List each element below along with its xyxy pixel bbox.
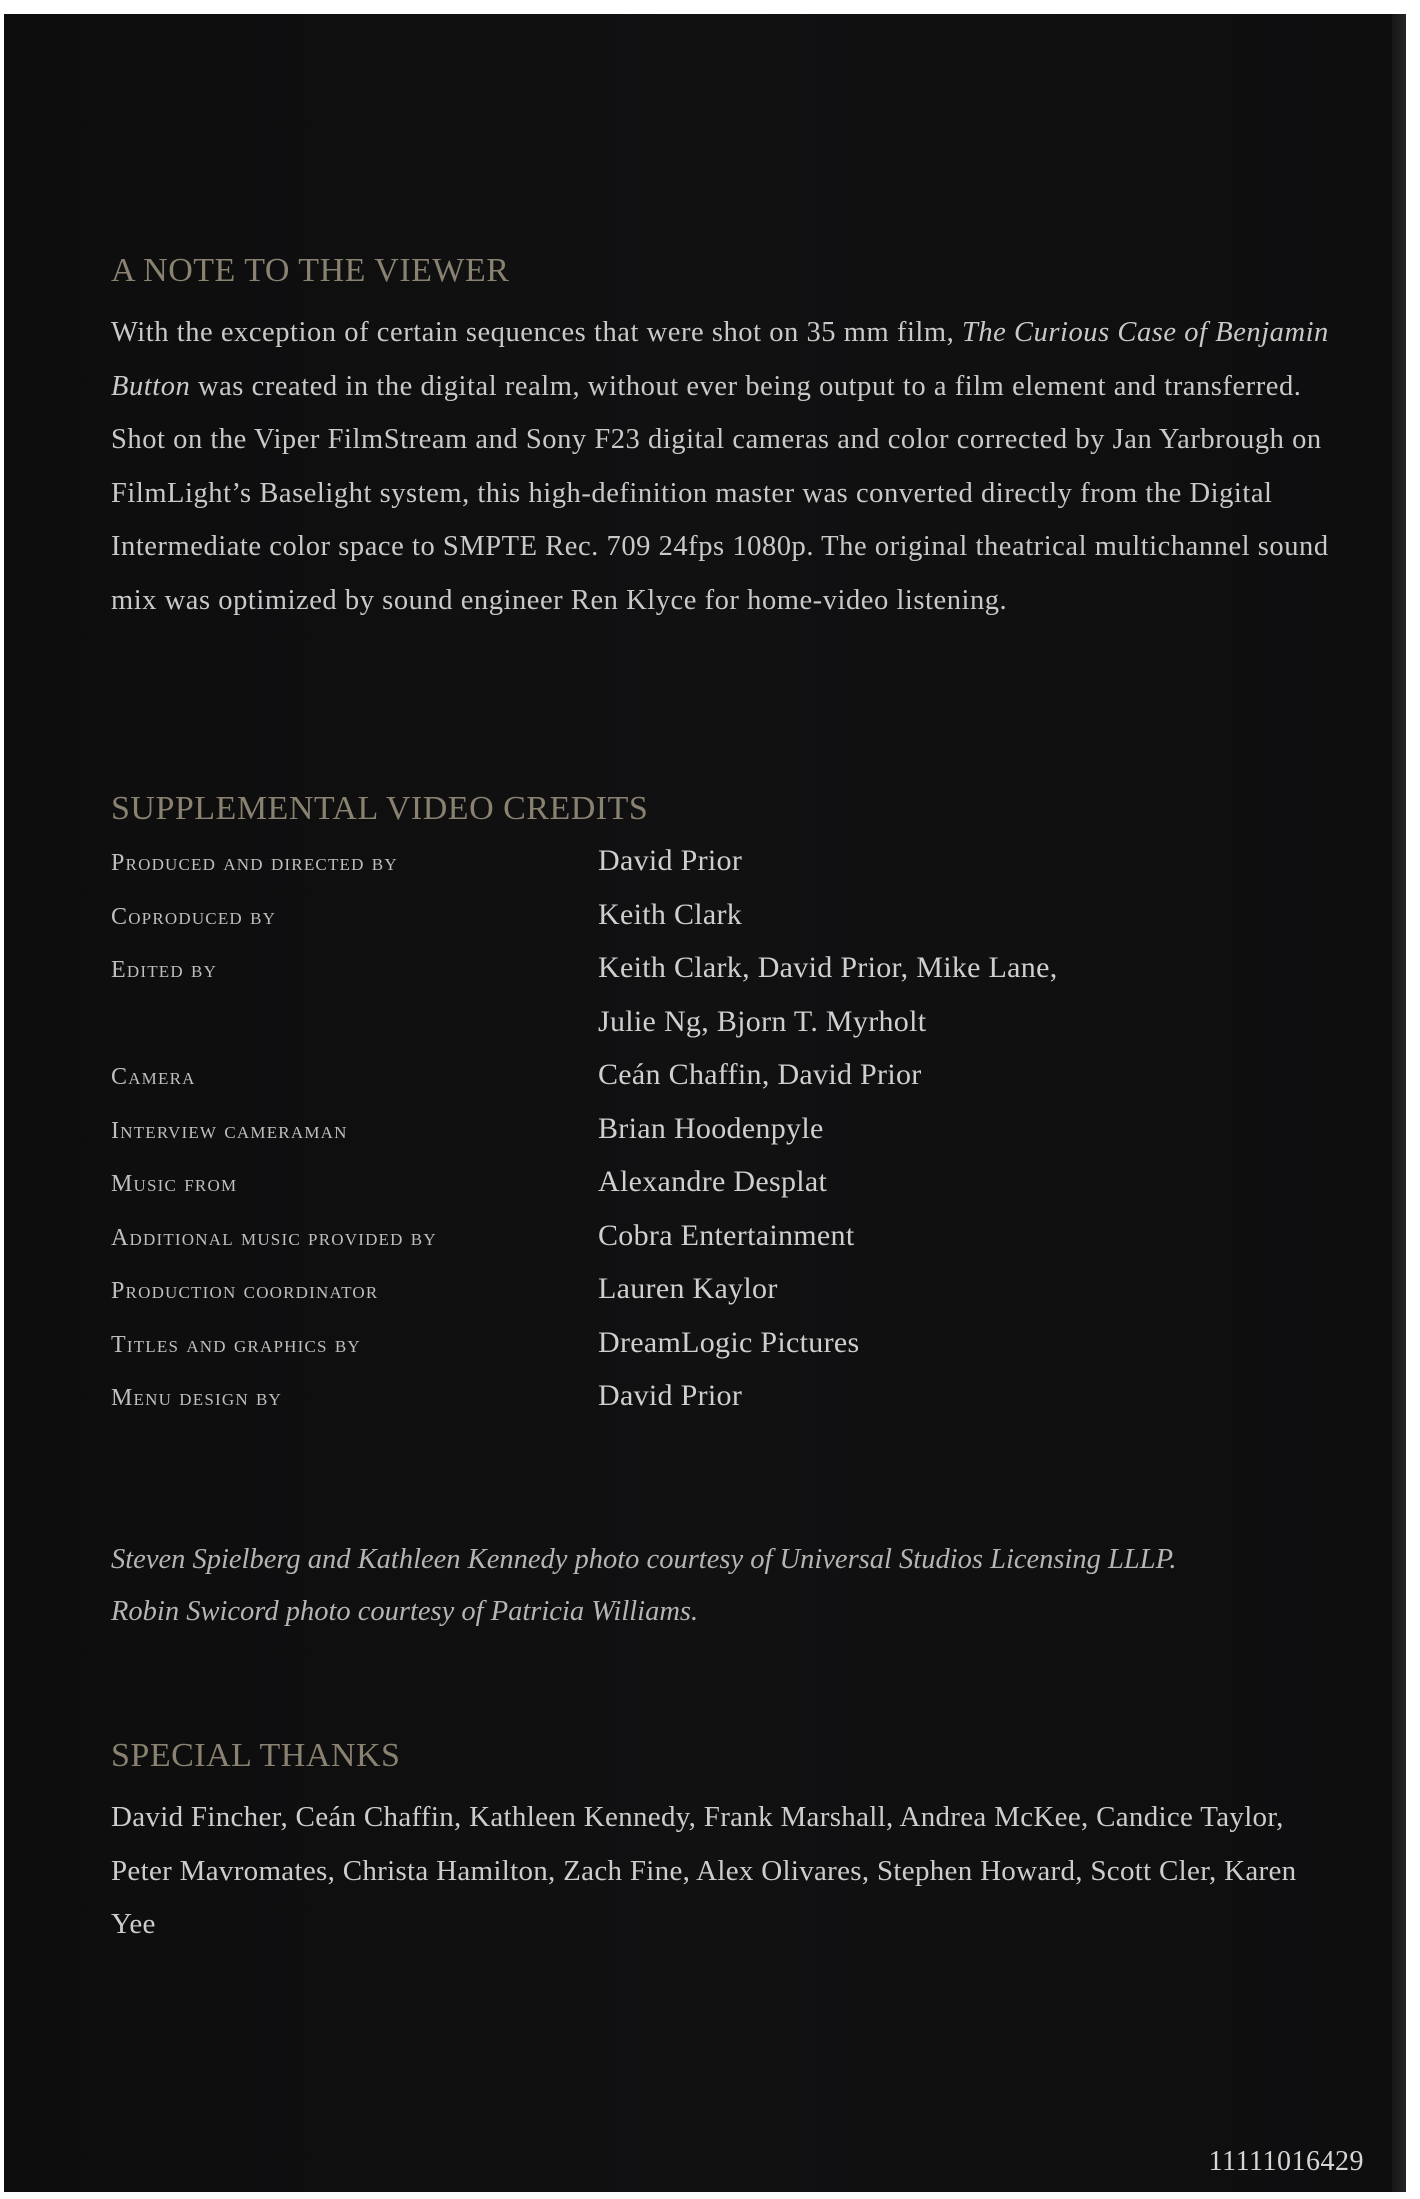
credit-row [111, 844, 1311, 898]
credit-role: Production coordinator [111, 1278, 379, 1304]
credit-role: Additional music provided by [111, 1224, 437, 1251]
credit-names: Julie Ng, Bjorn T. Myrholt [598, 1004, 927, 1038]
credit-row [111, 1326, 1311, 1380]
credit-names: Brian Hoodenpyle [598, 1111, 824, 1145]
credit-role: Titles and graphics by [111, 1331, 361, 1358]
credits-list [111, 844, 1311, 1433]
courtesy-line: Robin Swicord photo courtesy of Patricia Williams. [111, 1596, 699, 1627]
credit-role: Edited by [111, 957, 218, 983]
credit-row [111, 1272, 1311, 1326]
credit-role: Camera [111, 1064, 196, 1090]
credit-names: DreamLogic Pictures [598, 1325, 860, 1359]
note-text-start: With the exception of certain sequences that were shot on 35 mm film, [111, 317, 962, 348]
thanks-heading: SPECIAL THANKS [111, 1737, 401, 1774]
credit-row [111, 1005, 1311, 1059]
credit-names: Ceán Chaffin, David Prior [598, 1058, 922, 1091]
credit-role: Menu design by [111, 1385, 283, 1411]
credit-names: Cobra Entertainment [598, 1218, 855, 1252]
booklet-page [4, 14, 1406, 2192]
credit-row [111, 1219, 1311, 1273]
thanks-text: David Fincher, Ceán Chaffin, Kathleen Kennedy, Frank Marshall, Andrea McKee, Candice Taylor, Peter Mavromates, Christa Hamilton, Zach Fine, Alex Olivares, Stephen Howard, Scott Cler, Karen Yee [111, 1801, 1297, 1940]
page-edge-shadow [1392, 14, 1406, 2192]
credit-names: Keith Clark, David Prior, Mike Lane, [598, 951, 1058, 984]
note-heading: A NOTE TO THE VIEWER [111, 252, 510, 289]
credit-names: Keith Clark [598, 897, 743, 931]
credit-role: Produced and directed by [111, 850, 398, 876]
note-text-end: was created in the digital realm, without ever being output to a film element and transferred. Shot on the Viper FilmStream and Sony F23 digital cameras and color corrected by Jan Yarbrough on FilmLight’s Baselight system, this high-definition master was converted directly from the Digital Intermediate color space to SMPTE Rec. 709 24fps 1080p. The original theatrical multichannel sound mix was optimized by sound engineer Ren Klyce for home-video listening. [111, 370, 1329, 616]
film-title: The Curious Case of Benjamin Button [111, 317, 1329, 402]
credit-names: David Prior [598, 844, 743, 877]
credit-row [111, 1379, 1311, 1433]
credit-row [111, 898, 1311, 952]
credit-role: Music from [111, 1171, 238, 1197]
credit-names: Alexandre Desplat [598, 1165, 828, 1198]
courtesy-line: Steven Spielberg and Kathleen Kennedy photo courtesy of Universal Studios Licensing LLLP. [111, 1544, 1177, 1575]
credit-role: Interview cameraman [111, 1117, 348, 1144]
credit-row [111, 951, 1311, 1005]
photo-courtesy [111, 1534, 1176, 1638]
credit-role: Coproduced by [111, 903, 277, 930]
credits-heading: SUPPLEMENTAL VIDEO CREDITS [111, 790, 649, 827]
credit-names: Lauren Kaylor [598, 1272, 778, 1305]
credit-row [111, 1058, 1311, 1112]
credit-row [111, 1112, 1311, 1166]
note-paragraph [111, 306, 1341, 627]
credit-names: David Prior [598, 1379, 743, 1412]
credit-row [111, 1165, 1311, 1219]
catalog-number: 11111016429 [1208, 2146, 1364, 2177]
